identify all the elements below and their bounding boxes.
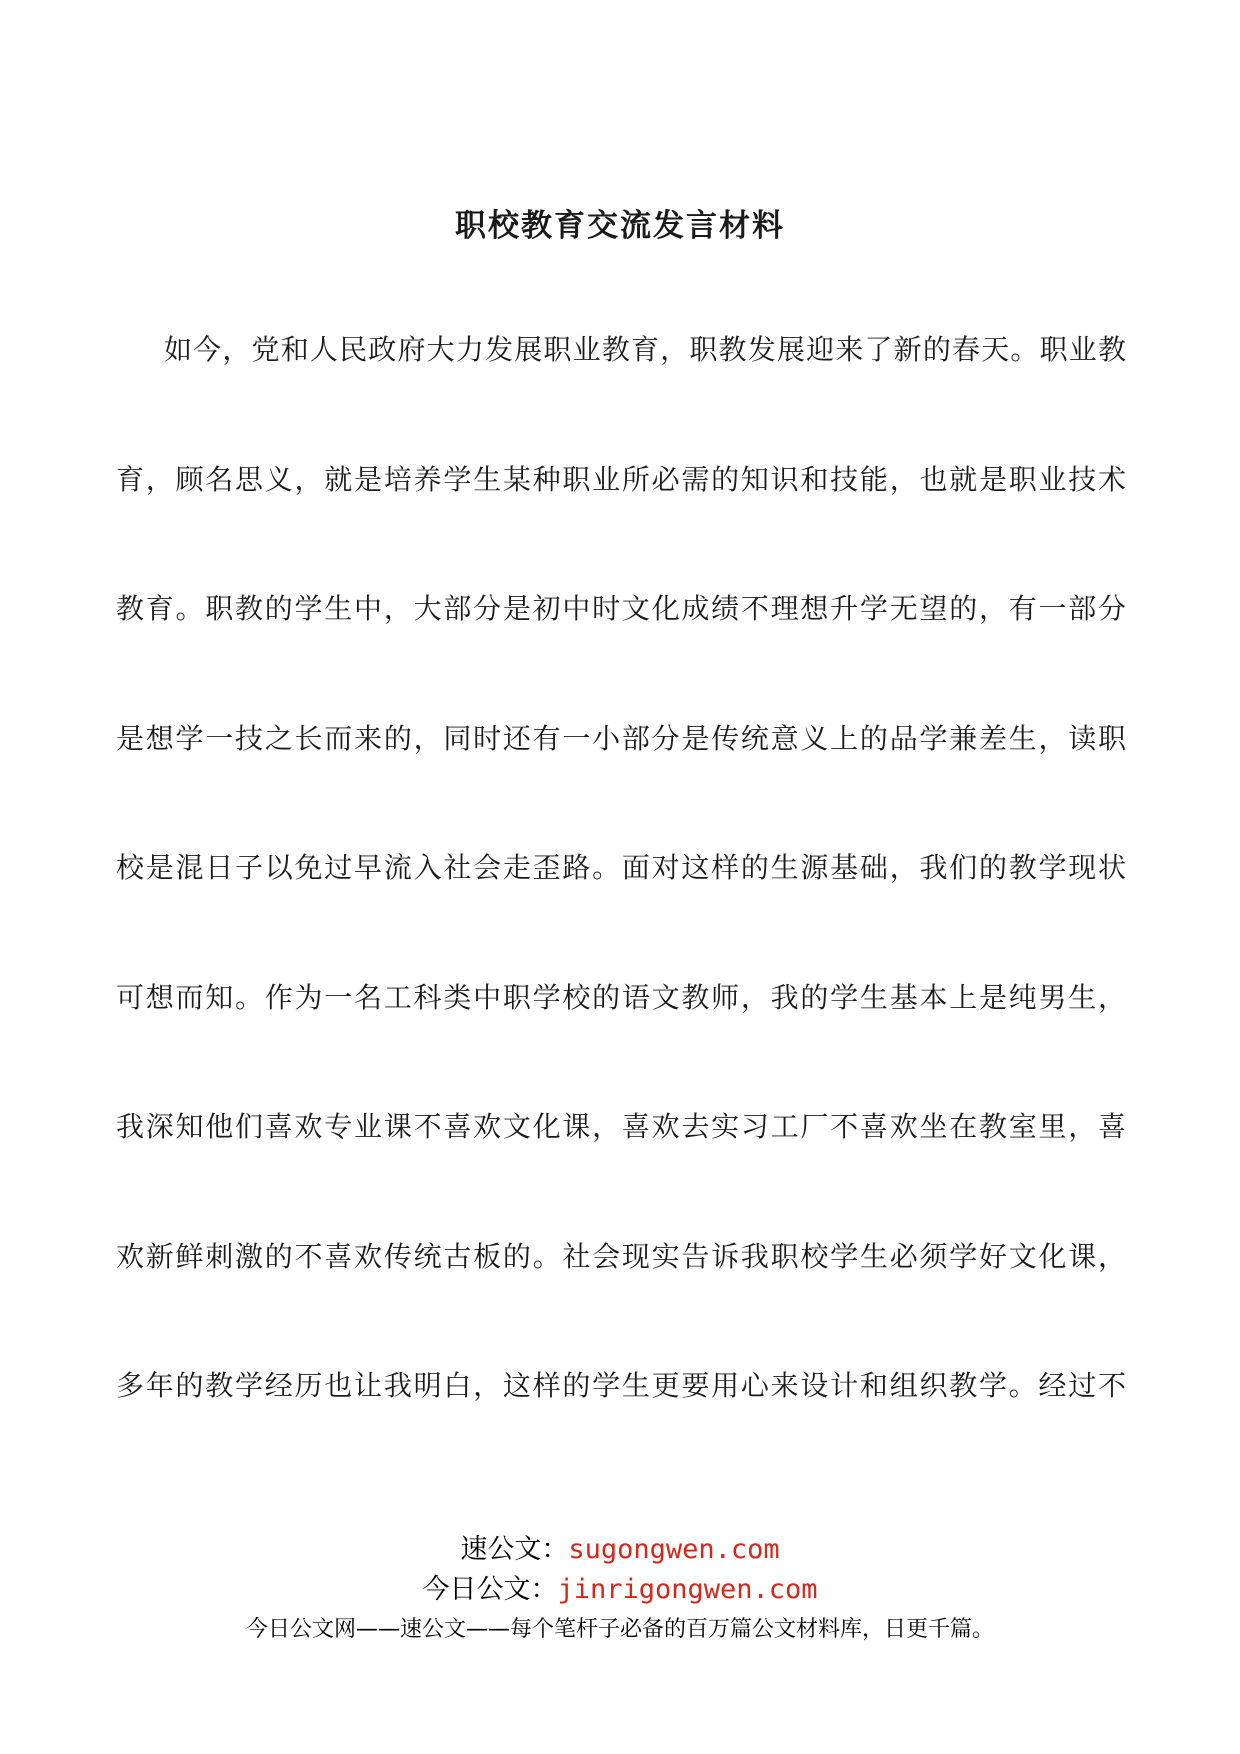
body-line: 教育。职教的学生中，大部分是初中时文化成绩不理想升学无望的，有一部分 (116, 592, 1126, 625)
body-line: 如今，党和人民政府大力发展职业教育，职教发展迎来了新的春天。职业教 (164, 333, 1126, 366)
body-line: 可想而知。作为一名工科类中职学校的语文教师，我的学生基本上是纯男生， (116, 981, 1126, 1014)
footer-site2-link[interactable]: jinrigongwen.com (557, 1574, 818, 1605)
body-line: 多年的教学经历也让我明白，这样的学生更要用心来设计和组织教学。经过不 (116, 1369, 1126, 1402)
footer-site2 (0, 1572, 1240, 1608)
footer-site1 (0, 1532, 1240, 1568)
body-line: 校是混日子以免过早流入社会走歪路。面对这样的生源基础，我们的教学现状 (116, 851, 1126, 884)
footer-tagline: 今日公文网——速公文——每个笔杆子必备的百万篇公文材料库，日更千篇。 (245, 1617, 994, 1642)
footer-site1-link[interactable]: sugongwen.com (568, 1534, 780, 1565)
document-title: 职校教育交流发言材料 (455, 208, 785, 244)
body-line: 育，顾名思义，就是培养学生某种职业所必需的知识和技能，也就是职业技术 (116, 463, 1126, 496)
body-line: 是想学一技之长而来的，同时还有一小部分是传统意义上的品学兼差生，读职 (116, 722, 1126, 755)
body-line: 我深知他们喜欢专业课不喜欢文化课，喜欢去实习工厂不喜欢坐在教室里，喜 (116, 1110, 1126, 1143)
footer-site1-label: 速公文： (460, 1534, 569, 1565)
footer-site2-label: 今日公文： (422, 1574, 558, 1605)
body-line: 欢新鲜刺激的不喜欢传统古板的。社会现实告诉我职校学生必须学好文化课， (116, 1240, 1126, 1273)
